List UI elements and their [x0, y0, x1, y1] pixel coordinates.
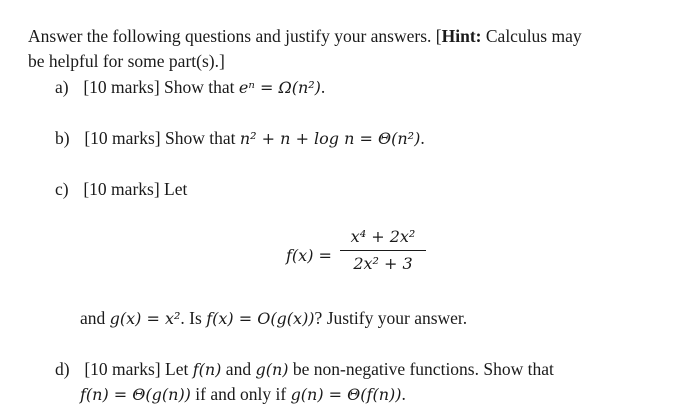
part-d: [55, 358, 554, 381]
part-b-period: .: [420, 128, 425, 148]
intro-text-end: Calculus may: [481, 26, 582, 46]
fraction-numerator: x⁴ + 2x²: [350, 227, 416, 246]
intro-line-2: [28, 50, 225, 72]
intro-line-1: [28, 25, 582, 47]
part-b: [55, 127, 425, 150]
part-a-marker: a): [55, 77, 69, 97]
part-a: [55, 76, 325, 99]
part-d-fn: f(n): [192, 360, 222, 379]
part-d-marker: d): [55, 359, 70, 379]
part-b-text: [10 marks] Show that: [84, 128, 236, 148]
part-c-is: . Is: [180, 308, 202, 328]
f-definition-lhs: f(x) =: [286, 246, 332, 265]
intro-text-start: Answer the following questions and justify your answers. [: [28, 26, 442, 46]
part-d-text-1: [10 marks] Let: [84, 359, 189, 379]
part-c-question-math: f(x) = O(g(x)): [206, 309, 315, 328]
part-c-question: [80, 307, 467, 330]
part-b-marker: b): [55, 128, 70, 148]
part-c: [55, 178, 187, 200]
part-c-and: and: [80, 308, 106, 328]
fraction-denominator: 2x² + 3: [353, 254, 413, 273]
part-d-and: and: [225, 359, 252, 379]
part-d-period: .: [401, 384, 406, 404]
f-definition-fraction: [340, 226, 426, 275]
part-d-iff: if and only if: [195, 384, 287, 404]
g-definition: g(x) = x²: [109, 309, 181, 328]
part-c-marker: c): [55, 179, 69, 199]
part-d-gn: g(n): [255, 360, 289, 379]
part-b-math: n² + n + log n = Θ(n²): [239, 129, 421, 148]
part-a-period: .: [320, 77, 326, 97]
part-d-text-2: be non-negative functions. Show that: [292, 359, 554, 379]
fraction-bar: [340, 250, 426, 251]
part-c-text: [10 marks] Let: [83, 179, 188, 199]
part-a-text: [10 marks] Show that: [83, 77, 235, 97]
part-a-math: eⁿ = Ω(n²): [238, 78, 321, 97]
intro-text-continued: be helpful for some part(s).]: [28, 51, 225, 71]
part-d-math-2: g(n) = Θ(f(n)): [290, 385, 402, 404]
hint-label: Hint:: [441, 26, 482, 46]
part-d-math-1: f(n) = Θ(g(n)): [80, 385, 191, 404]
part-d-line-2: [80, 383, 406, 406]
part-c-question-end: ? Justify your answer.: [314, 308, 468, 328]
